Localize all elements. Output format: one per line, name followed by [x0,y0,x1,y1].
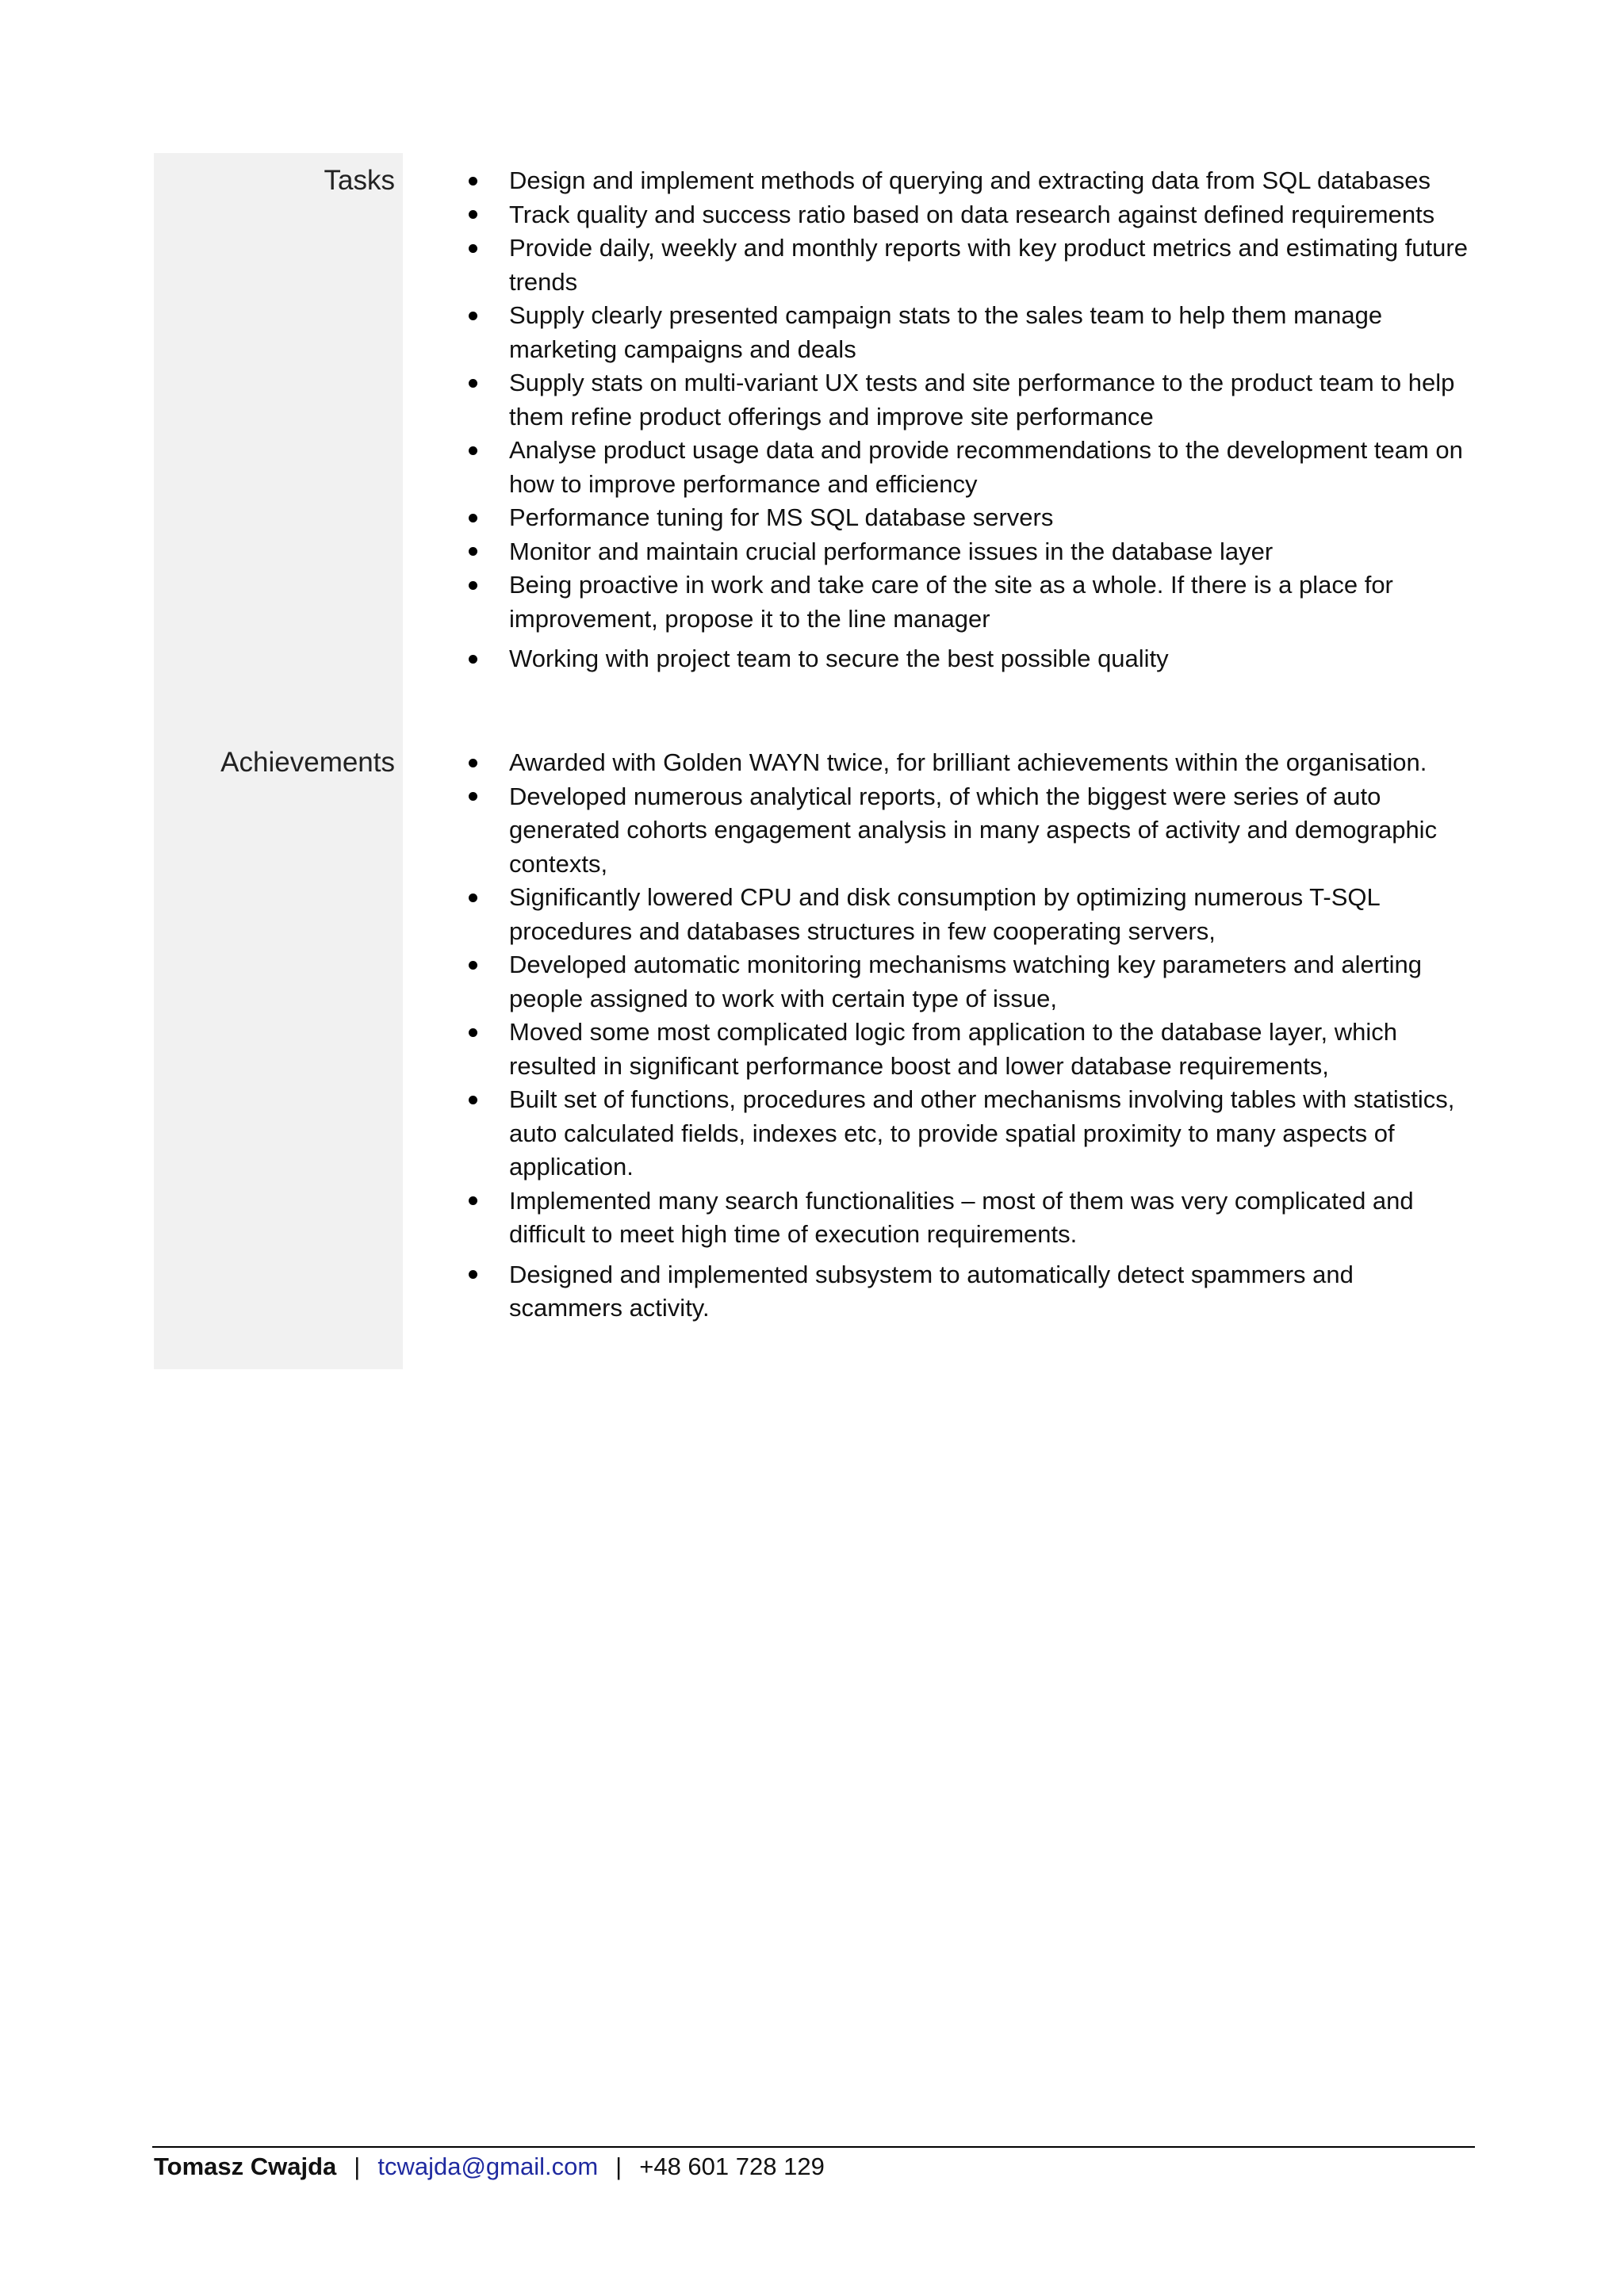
bullet-icon [463,434,482,468]
list-item [463,780,1470,882]
list-item [463,881,1470,948]
footer-email-link[interactable]: tcwajda@gmail.com [377,2152,599,2180]
bullet-icon [463,1258,482,1292]
bullet-icon [463,881,482,915]
bullet-icon [463,366,482,400]
footer-separator: | [615,2152,622,2180]
list-item-text: Awarded with Golden WAYN twice, for brilliant achievements within the organisation. [509,748,1427,776]
list-item [463,164,1470,198]
footer-separator: | [354,2152,361,2180]
list-item-text: Design and implement methods of querying and extracting data from SQL databases [509,166,1431,194]
list-item-text: Designed and implemented subsystem to automatically detect spammers and scammers activity. [509,1260,1354,1322]
bullet-icon [463,535,482,569]
bullet-icon [463,568,482,603]
bullet-icon [463,232,482,266]
list-item-text: Significantly lowered CPU and disk consumption by optimizing numerous T-SQL procedures and databases structures in few cooperating servers, [509,883,1380,945]
list-item-text: Developed automatic monitoring mechanisms watching key parameters and alerting people assigned to work with certain type of issue, [509,951,1423,1012]
list-item-text: Supply stats on multi-variant UX tests and site performance to the product team to help them refine product offerings and improve site performance [509,369,1455,430]
list-item-text: Implemented many search functionalities – most of them was very complicated and difficult to meet high time of execution requirements. [509,1186,1414,1248]
bullet-icon [463,1184,482,1219]
list-item-text: Moved some most complicated logic from application to the database layer, which resulted in significant performance boost and lower database requirements, [509,1018,1398,1080]
bullet-icon [463,299,482,333]
list-item [463,1016,1470,1083]
list-item [463,535,1470,569]
bullet-icon [463,164,482,198]
bullet-icon [463,780,482,814]
bullet-icon [463,1016,482,1050]
footer [154,2150,825,2183]
bullet-icon [463,746,482,780]
list-item [463,948,1470,1016]
list-item [463,232,1470,299]
list-item [463,501,1470,535]
achievements-list [463,746,1470,1326]
footer-name: Tomasz Cwajda [154,2152,337,2180]
list-item-text: Performance tuning for MS SQL database servers [509,503,1054,531]
bullet-icon [463,948,482,982]
list-item [463,642,1470,676]
list-item-text: Analyse product usage data and provide recommendations to the development team on how to improve performance and efficiency [509,436,1463,498]
list-item [463,1184,1470,1252]
achievements-heading: Achievements [220,747,395,778]
list-item-text: Being proactive in work and take care of the site as a whole. If there is a place for improvement, propose it to the line manager [509,571,1393,633]
list-item-text: Monitor and maintain crucial performance issues in the database layer [509,537,1274,565]
bullet-icon [463,642,482,676]
list-item-text: Working with project team to secure the best possible quality [509,645,1169,672]
bullet-icon [463,1083,482,1117]
list-item-text: Supply clearly presented campaign stats to the sales team to help them manage marketing campaigns and deals [509,301,1383,363]
bullet-icon [463,198,482,232]
footer-phone: +48 601 728 129 [639,2152,825,2180]
list-item [463,299,1470,366]
list-item-text: Provide daily, weekly and monthly reports with key product metrics and estimating future trends [509,234,1468,296]
tasks-heading: Tasks [324,165,395,196]
list-item-text: Developed numerous analytical reports, of which the biggest were series of auto generated cohorts engagement analysis in many aspects of activity and demographic contexts, [509,782,1438,878]
list-item [463,434,1470,501]
list-item-text: Track quality and success ratio based on data research against defined requirements [509,200,1435,228]
list-item-text: Built set of functions, procedures and other mechanisms involving tables with statistics, auto calculated fields, indexes etc, to provide spatial proximity to many aspects of application. [509,1085,1455,1181]
bullet-icon [463,501,482,535]
list-item [463,746,1470,780]
list-item [463,1258,1470,1326]
list-item [463,1083,1470,1184]
list-item [463,366,1470,434]
footer-divider [152,2146,1475,2148]
list-item [463,198,1470,232]
list-item [463,568,1470,636]
tasks-list [463,164,1470,676]
